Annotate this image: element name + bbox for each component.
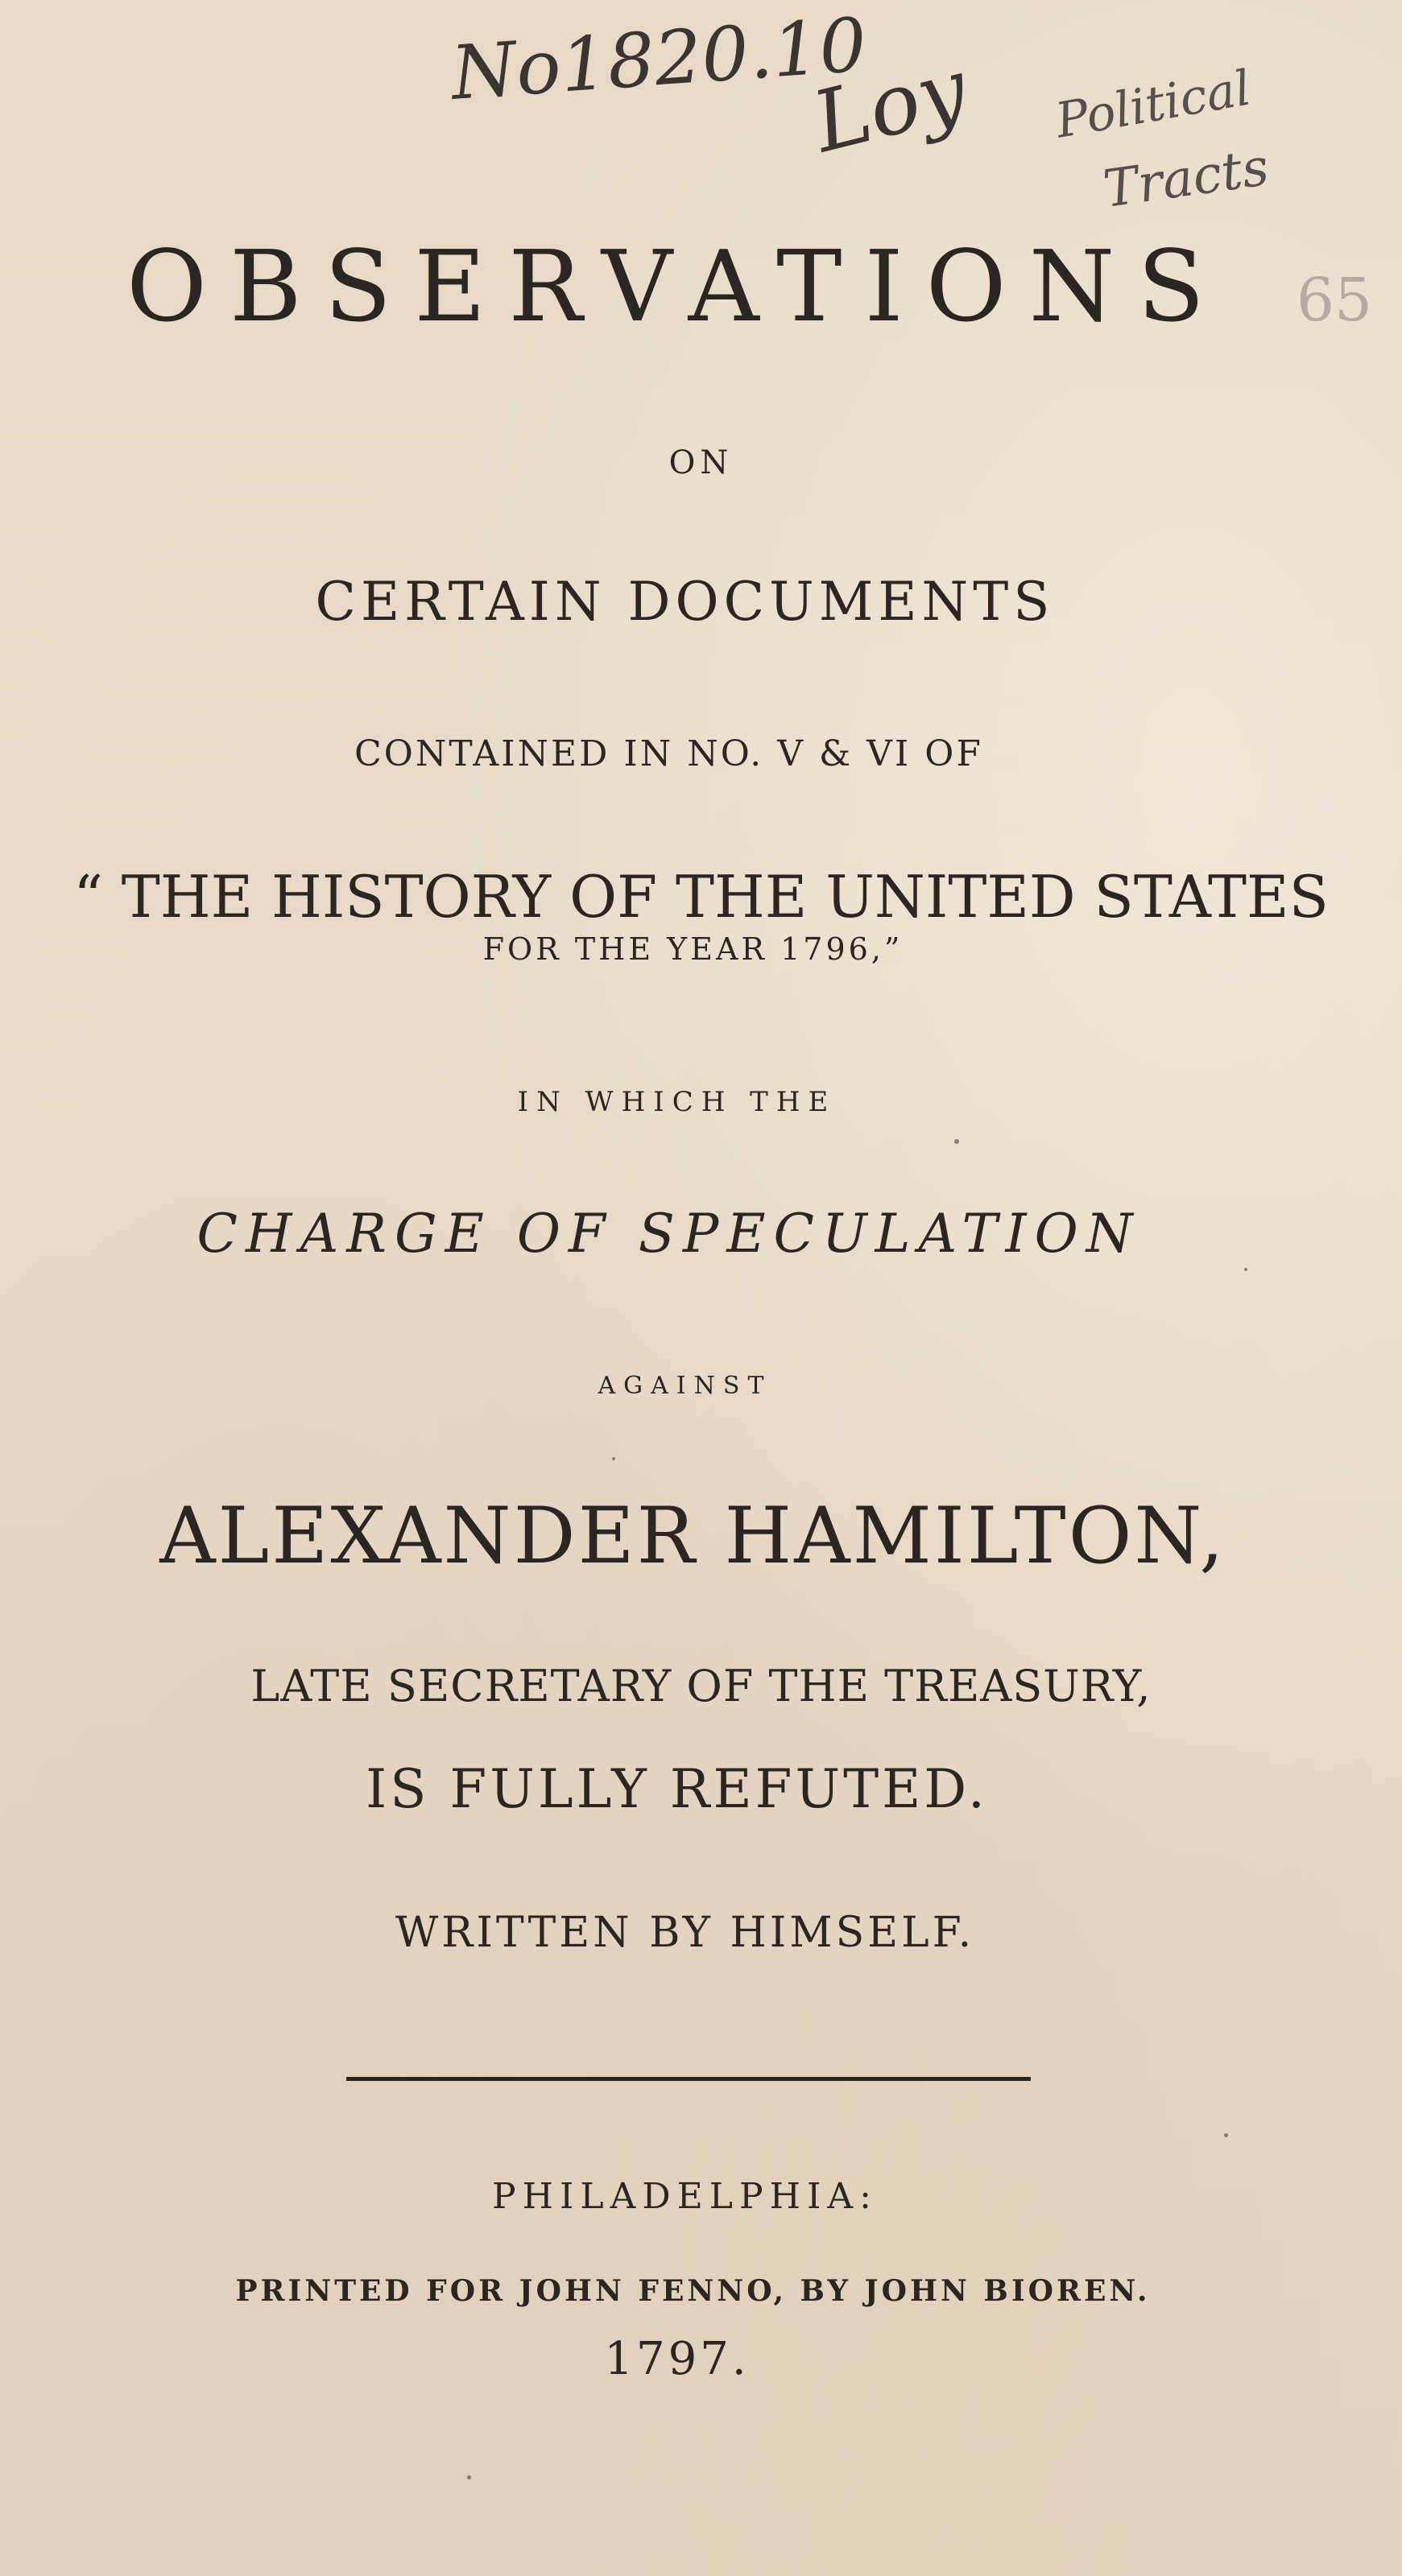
title-contained-in: CONTAINED IN NO. V & VI OF xyxy=(354,733,983,774)
paper-speck xyxy=(954,1139,959,1144)
title-written-by-himself: WRITTEN BY HIMSELF. xyxy=(395,1909,975,1957)
paper-speck xyxy=(612,1457,615,1460)
title-charge-of-speculation: CHARGE OF SPECULATION xyxy=(196,1203,1141,1265)
paper-speck xyxy=(467,2475,471,2479)
imprint-printed-for: PRINTED FOR JOHN FENNO, BY JOHN BIOREN. xyxy=(235,2274,1151,2308)
title-observations: OBSERVATIONS xyxy=(126,229,1227,344)
title-on: ON xyxy=(668,444,734,481)
imprint-city: PHILADELPHIA: xyxy=(492,2176,878,2217)
title-history-of-the-united-states: “ THE HISTORY OF THE UNITED STATES xyxy=(73,863,1329,931)
title-late-secretary: LATE SECRETARY OF THE TREASURY, xyxy=(250,1661,1152,1711)
title-against: AGAINST xyxy=(598,1372,772,1400)
horizontal-rule xyxy=(346,2077,1031,2081)
imprint-year: 1797. xyxy=(604,2333,750,2385)
handwritten-catalog-number: No1820.10 xyxy=(448,2,870,117)
handwritten-signature: Loy xyxy=(804,39,977,172)
title-for-the-year: FOR THE YEAR 1796,” xyxy=(482,931,904,967)
title-is-fully-refuted: IS FULLY REFUTED. xyxy=(366,1758,988,1820)
title-in-which-the: IN WHICH THE xyxy=(517,1086,837,1118)
handwritten-note-line-2: Tracts xyxy=(1099,138,1272,220)
paper-speck xyxy=(1244,1268,1247,1271)
title-certain-documents: CERTAIN DOCUMENTS xyxy=(315,571,1055,633)
handwritten-note-line-1: Political xyxy=(1051,60,1255,150)
paper-speck xyxy=(1224,2133,1228,2137)
title-alexander-hamilton: ALEXANDER HAMILTON, xyxy=(159,1491,1226,1581)
handwritten-page-number: 65 xyxy=(1297,266,1373,335)
